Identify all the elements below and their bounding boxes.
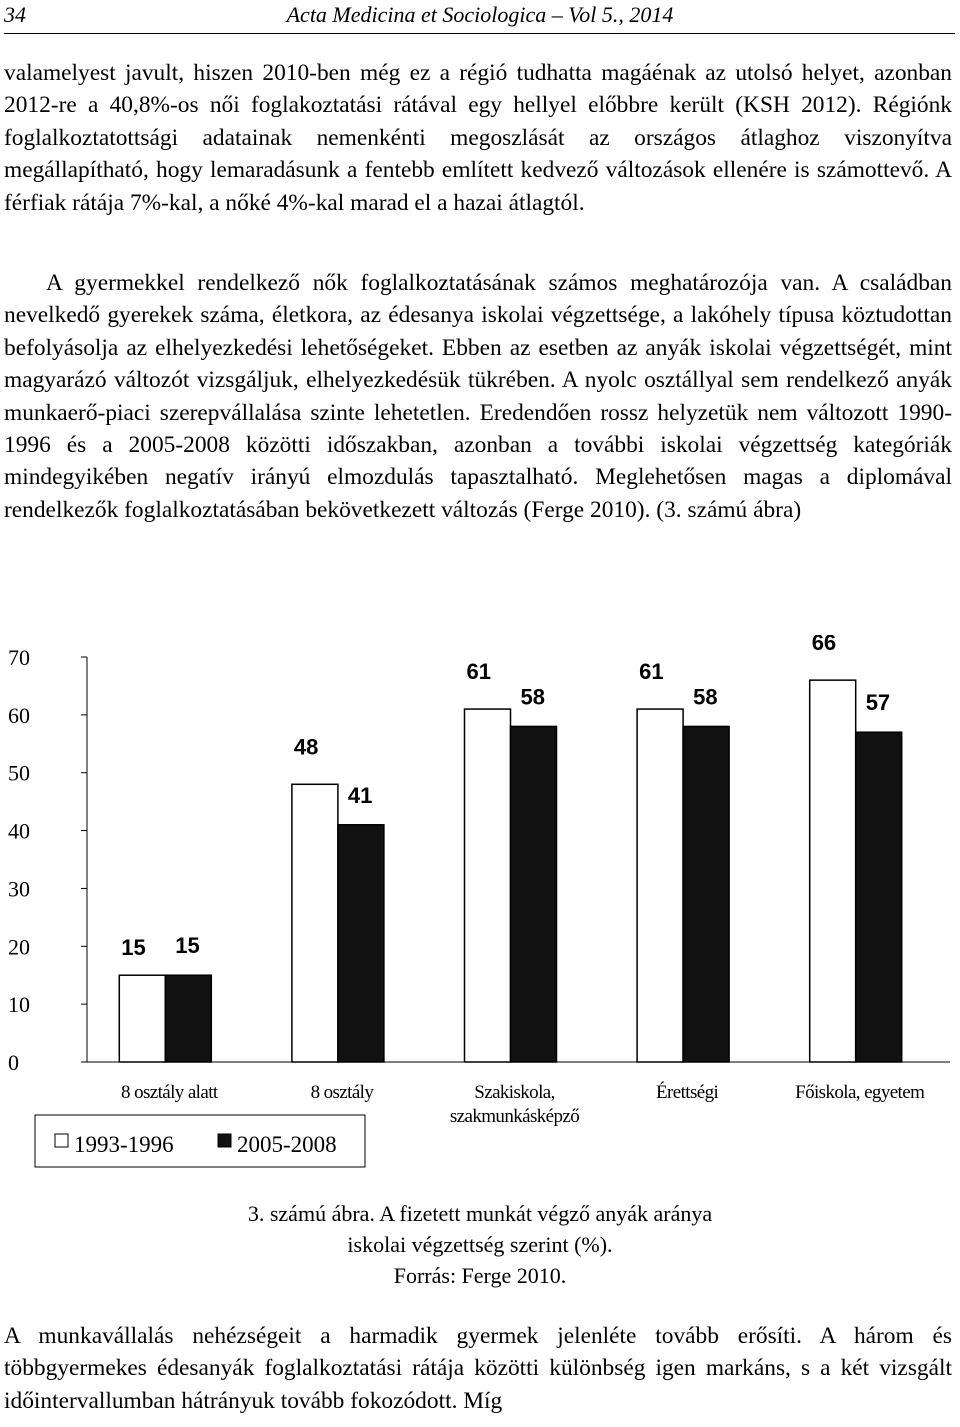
caption-line-1: 3. számú ábra. A fizetett munkát végző anyák aránya — [247, 1201, 713, 1226]
bar — [338, 825, 384, 1062]
category-label: szakmunkásképző — [449, 1106, 580, 1127]
category-label: Érettségi — [656, 1082, 719, 1103]
figure-caption — [0, 1198, 960, 1291]
paragraph-2: A gyermekkel rendelkező nők foglalkoztatásának számos meghatározója van. A családban nevelkedő gyerekek száma, életkora, az édesanya iskolai végzettsége, a lakóhely típusa köztudottan befolyásolja az elhelyezkedési lehetőségeket. Ebben az esetben az anyák iskolai végzettségét, mint magyarázó változót vizsgáljuk, elhelyezkedésük tükrében. A nyolc osztállyal sem rendelkező anyák munkaerő-piaci szerepvállalása szinte lehetetlen. Eredendően rossz helyzetük nem változott 1990-1996 és a 2005-2008 közötti időszakban, azonban a további iskolai végzettség kategóriák mindegyikében negatív irányú elmozdulás tapasztalható. Meglehetősen magas a diplomával rendelkezők foglalkoztatásában bekövetkezett változás (Ferge 2010). (3. számú ábra) — [4, 270, 952, 523]
category-label: Főiskola, egyetem — [795, 1082, 925, 1103]
data-label: 41 — [347, 782, 373, 808]
paragraph-1: valamelyest javult, hiszen 2010-ben még ez a régió tudhatta magáénak az utolsó helyet, azonban 2012-re a 40,8%-os női foglakoztatási rátával egy hellyel előbbre került (KSH 2012). Régiónk foglalkoztatottsági adatainak nemenkénti megoszlását az országos átlaghoz viszonyítva megállapítható, hogy lemaradásunk a fentebb említett kedvező változások ellenére is számottevő. A férfiak rátája 7%-kal, a nőké 4%-kal marad el a hazai átlagtól. — [4, 60, 952, 216]
data-label: 57 — [865, 690, 891, 716]
y-tick-label: 30 — [8, 876, 30, 902]
y-tick-label: 70 — [8, 645, 30, 670]
caption-line-2: iskolai végzettség szerint (%). — [347, 1232, 613, 1257]
data-label: 58 — [693, 684, 718, 710]
bar — [683, 726, 729, 1062]
data-label: 58 — [520, 684, 545, 710]
legend-label: 2005-2008 — [237, 1132, 337, 1157]
bar — [119, 975, 165, 1062]
running-header — [4, 2, 956, 30]
y-tick-label: 20 — [8, 934, 30, 960]
bar — [465, 709, 511, 1062]
bar — [292, 784, 338, 1062]
data-label: 66 — [811, 635, 837, 656]
category-label: 8 osztály alatt — [121, 1082, 218, 1103]
y-tick-label: 40 — [8, 818, 30, 844]
data-label: 48 — [293, 734, 319, 760]
data-label: 61 — [639, 659, 664, 685]
legend-label: 1993-1996 — [74, 1132, 174, 1157]
bar — [165, 975, 211, 1062]
bar — [511, 726, 557, 1062]
y-tick-label: 10 — [8, 992, 30, 1018]
data-label: 15 — [175, 933, 200, 959]
legend-swatch — [55, 1134, 68, 1147]
header-rule — [4, 33, 955, 34]
bar-chart — [0, 635, 960, 1175]
y-tick-label: 50 — [8, 760, 30, 786]
page-number: 34 — [4, 2, 26, 27]
caption-line-3: Forrás: Ferge 2010. — [393, 1263, 567, 1288]
legend-swatch — [218, 1134, 231, 1147]
category-label: Szakiskola, — [474, 1082, 555, 1103]
y-tick-label: 60 — [8, 702, 30, 728]
data-label: 15 — [121, 935, 146, 961]
bar — [637, 709, 683, 1062]
bar — [810, 680, 856, 1062]
data-label: 61 — [466, 659, 491, 685]
bar — [856, 732, 902, 1062]
paragraph-3: A munkavállalás nehézségeit a harmadik gyermek jelenléte tovább erősíti. A három és többgyermekes édesanyák foglalkoztatási rátája közötti különbség igen markáns, s a két vizsgált időintervallumban hátrányuk tovább fokozódott. Míg — [4, 1323, 952, 1414]
y-tick-label: 0 — [8, 1050, 19, 1075]
journal-title: Acta Medicina et Sociologica – Vol 5., 2014 — [286, 2, 674, 27]
category-label: 8 osztály — [310, 1082, 374, 1103]
